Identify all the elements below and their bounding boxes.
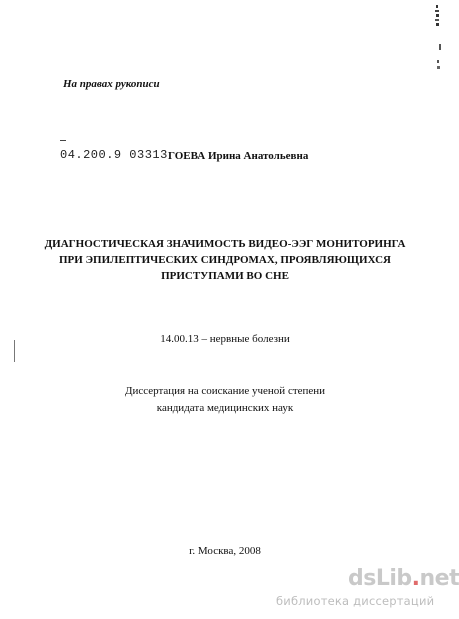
watermark [276, 566, 459, 616]
specialty-code: 14.00.13 – нервные болезни [160, 333, 290, 345]
title-line: ПРИ ЭПИЛЕПТИЧЕСКИХ СИНДРОМАХ, ПРОЯВЛЯЮЩИХСЯ [59, 254, 391, 266]
scan-artifact-dot [438, 44, 442, 50]
watermark-logo-dot: . [411, 566, 420, 591]
watermark-logo [348, 566, 459, 591]
scan-artifact-dot [436, 60, 441, 70]
city-year: г. Москва, 2008 [189, 545, 261, 557]
title-line: ДИАГНОСТИЧЕСКАЯ ЗНАЧИМОСТЬ ВИДЕО-ЭЭГ МОНИТОРИНГА [44, 238, 406, 250]
watermark-subtitle: библиотека диссертаций [276, 594, 435, 608]
catalog-stamp: 04.200.9 03313 [60, 148, 168, 162]
rights-note: На правах рукописи [63, 78, 160, 90]
dissertation-title [30, 236, 420, 284]
degree-line: Диссертация на соискание ученой степени [124, 385, 326, 397]
watermark-logo-right: net [419, 566, 459, 591]
scan-artifact-top-right [434, 5, 442, 27]
scan-artifact-left [13, 340, 16, 362]
stamp-tick-mark [60, 140, 66, 147]
degree-line: кандидата медицинских наук [156, 402, 294, 414]
title-line: ПРИСТУПАМИ ВО СНЕ [161, 270, 289, 282]
author-name: ГОЕВА Ирина Анатольевна [168, 150, 309, 162]
watermark-logo-left: dsLib [348, 566, 412, 591]
degree-statement [0, 383, 450, 417]
